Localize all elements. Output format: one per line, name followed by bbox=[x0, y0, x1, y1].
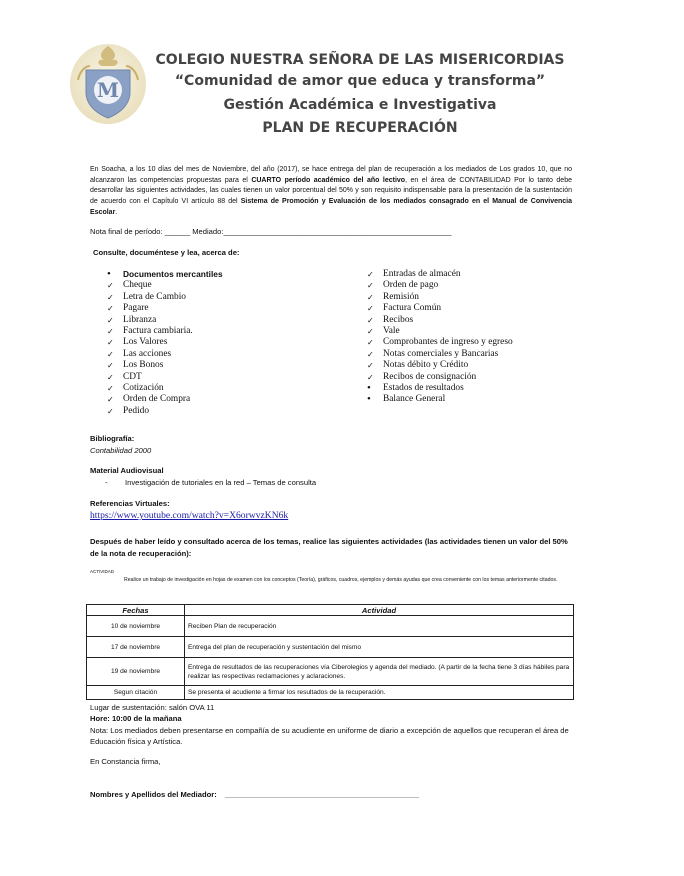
material-dash: - bbox=[105, 478, 108, 487]
bibliografia-value: Contabilidad 2000 bbox=[90, 446, 152, 455]
document-title: PLAN DE RECUPERACIÓN bbox=[262, 120, 458, 136]
mediado-label: Mediado: bbox=[190, 227, 224, 236]
topic-item bbox=[367, 326, 513, 337]
checkmark-icon: ✓ bbox=[107, 292, 114, 302]
nota-final-label: Nota final de período: bbox=[90, 227, 165, 236]
topic-item bbox=[107, 394, 223, 405]
school-crest-logo bbox=[68, 40, 148, 126]
checkmark-icon: ✓ bbox=[107, 395, 114, 405]
topic-label: Los Bonos bbox=[123, 360, 164, 371]
firma-label: Nombres y Apellidos del Mediador: bbox=[90, 790, 217, 799]
table-row bbox=[87, 658, 574, 686]
row-date: 17 de noviembre bbox=[87, 637, 185, 658]
consult-heading: Consulte, documéntese y lea, acerca de: bbox=[93, 248, 240, 257]
table-row bbox=[87, 637, 574, 658]
material-value: Investigación de tutoriales en la red – Temas de consulta bbox=[125, 478, 317, 487]
intro-text-3: . bbox=[115, 208, 118, 216]
topic-label: CDT bbox=[123, 371, 142, 382]
topic-label: Documentos mercantiles bbox=[123, 269, 223, 279]
svg-text:M: M bbox=[96, 78, 120, 102]
bibliografia-label: Bibliografía: bbox=[90, 434, 135, 443]
topic-label: Cotización bbox=[123, 383, 164, 394]
table-row bbox=[87, 616, 574, 637]
checkmark-icon: ✓ bbox=[107, 349, 114, 359]
topic-item bbox=[107, 349, 223, 360]
checkmark-icon: ✓ bbox=[367, 315, 374, 325]
topic-label: Letra de Cambio bbox=[123, 291, 186, 302]
youtube-link[interactable]: https://www.youtube.com/watch?v=X6orwvzKN6k bbox=[90, 510, 289, 521]
topic-item bbox=[367, 280, 513, 291]
topic-label: Cheque bbox=[123, 280, 152, 291]
topic-item bbox=[107, 315, 223, 326]
table-row bbox=[87, 686, 574, 700]
topic-label: Balance General bbox=[383, 394, 446, 405]
school-motto: “Comunidad de amor que educa y transforma” bbox=[174, 73, 546, 89]
row-activity: Entrega de resultados de las recuperaciones vía Ciberolegios y agenda del mediado. (A partir de la fecha tiene 3 días hábiles para realizar las respectivas reclamaciones y aclaraciones. bbox=[185, 658, 574, 686]
nota-final-line bbox=[90, 227, 452, 236]
checkmark-icon: ✓ bbox=[107, 338, 114, 348]
row-activity: Entrega del plan de recuperación y sustentación del mismo bbox=[185, 637, 574, 658]
row-date: Segun citación bbox=[87, 686, 185, 700]
material-label: Material Audiovisual bbox=[90, 466, 164, 475]
checkmark-icon: ✓ bbox=[367, 338, 374, 348]
checkmark-icon: ✓ bbox=[107, 315, 114, 325]
topic-item bbox=[367, 337, 513, 348]
lugar-sustentacion: Lugar de sustentación: salón OVA 11 bbox=[90, 703, 215, 712]
checkmark-icon: ✓ bbox=[367, 292, 374, 302]
checkmark-icon: ✓ bbox=[367, 372, 374, 382]
actividad-text: Realice un trabajo de investigación en hojas de examen con los conceptos (Teoría), gráficos, cuadros, ejemplos y demás ayudas que crea conveniente con los temas anteriormente citados. bbox=[124, 577, 558, 583]
checkmark-icon: ✓ bbox=[367, 361, 374, 371]
checkmark-icon: ✓ bbox=[107, 372, 114, 382]
topic-label: Pedido bbox=[123, 405, 150, 416]
referencias-label: Referencias Virtuales: bbox=[90, 499, 170, 508]
topic-label: Recibos bbox=[383, 314, 414, 325]
row-activity: Se presenta el acudiente a firmar los resultados de la recuperación. bbox=[185, 686, 574, 700]
school-name: COLEGIO NUESTRA SEÑORA DE LAS MISERICORDIAS bbox=[155, 52, 565, 68]
checkmark-icon: ✓ bbox=[367, 349, 374, 359]
row-date: 10 de noviembre bbox=[87, 616, 185, 637]
topic-item bbox=[107, 292, 223, 303]
topic-label: Entradas de almacén bbox=[383, 269, 461, 279]
checkmark-icon: ✓ bbox=[107, 327, 114, 337]
topic-label: Orden de pago bbox=[383, 280, 439, 291]
topic-item bbox=[367, 315, 513, 326]
topic-label: Remisión bbox=[383, 291, 419, 302]
topic-item bbox=[367, 269, 513, 280]
firma-blank[interactable]: ______________________________________________ bbox=[224, 790, 420, 799]
intro-bold-1: CUARTO período académico del año lectivo bbox=[251, 176, 406, 184]
hora-sustentacion: Hore: 10:00 de la mañana bbox=[90, 714, 182, 723]
checkmark-icon: ✓ bbox=[367, 281, 374, 291]
topic-item bbox=[107, 326, 223, 337]
bullet-icon: • bbox=[367, 393, 371, 406]
topic-label: Las acciones bbox=[123, 348, 172, 359]
checkmark-icon: ✓ bbox=[107, 304, 114, 314]
activity-table bbox=[86, 604, 574, 700]
topic-item bbox=[367, 372, 513, 383]
topic-item bbox=[367, 292, 513, 303]
checkmark-icon: ✓ bbox=[107, 384, 114, 394]
header-fechas: Fechas bbox=[87, 605, 185, 616]
topic-item bbox=[107, 280, 223, 291]
topic-label: Pagare bbox=[123, 303, 149, 314]
row-activity: Reciben Plan de recuperación bbox=[185, 616, 574, 637]
intro-paragraph bbox=[90, 165, 572, 219]
footer-nota: Nota: Los mediados deben presentarse en compañía de su acudiente en uniforme de diario a excepción de aquellos que recuperan el área de Educación física y Artística. bbox=[90, 726, 569, 746]
topic-label: Estados de resultados bbox=[383, 383, 464, 394]
instruction-text: Después de haber leído y consultado acerca de los temas, realice las siguientes actividades (las actividades tienen un valor del 50% de la nota de recuperación): bbox=[90, 537, 568, 558]
topics-left-list bbox=[107, 269, 223, 417]
topic-label: Recibos de consignación bbox=[383, 371, 477, 382]
checkmark-icon: ✓ bbox=[367, 327, 374, 337]
topic-item bbox=[107, 303, 223, 314]
checkmark-icon: ✓ bbox=[107, 361, 114, 371]
topic-item bbox=[367, 303, 513, 314]
topic-item bbox=[107, 372, 223, 383]
bullet-icon: • bbox=[367, 382, 371, 395]
checkmark-icon: ✓ bbox=[367, 270, 374, 279]
topics-right-list bbox=[367, 269, 513, 406]
topic-label: Notas comerciales y Bancarias bbox=[383, 348, 499, 359]
table-header-row bbox=[87, 605, 574, 616]
checkmark-icon: ✓ bbox=[107, 281, 114, 291]
topic-label: Libranza bbox=[123, 314, 157, 325]
checkmark-icon: ✓ bbox=[367, 304, 374, 314]
bullet-icon: • bbox=[107, 268, 111, 280]
topic-item bbox=[367, 394, 513, 405]
intro-text-1: En Soacha, a los 10 días del mes de Noviembre, del año (2017), se hace entrega del plan de recuperación a los mediados de Los grados 10, que no alcanzaron las competencias propuestas para el bbox=[90, 166, 572, 184]
topic-item bbox=[367, 349, 513, 360]
topic-item bbox=[367, 383, 513, 394]
intro-text-2: , en el área de CONTABILIDAD Por lo tanto debe desarrollar las siguientes actividades, las cuales tienen un valor porcentual del 50% y son requisito indispensable para la presentación de la sustentación de acuerdo con el Capítulo VI artículo 88 del bbox=[90, 176, 572, 206]
topic-item bbox=[107, 406, 223, 417]
topic-item bbox=[367, 360, 513, 371]
area-title: Gestión Académica e Investigativa bbox=[223, 97, 497, 113]
topic-item bbox=[107, 337, 223, 348]
topic-label: Factura cambiaria. bbox=[123, 326, 193, 337]
row-date: 19 de noviembre bbox=[87, 658, 185, 686]
topic-label: Notas débito y Crédito bbox=[383, 360, 469, 371]
firma-line bbox=[90, 790, 419, 799]
topic-item bbox=[107, 360, 223, 371]
topic-label: Los Valores bbox=[123, 337, 168, 348]
nota-final-blank[interactable]: ______ bbox=[164, 227, 191, 236]
topic-item bbox=[107, 269, 223, 280]
actividad-label: ACTIVIDAD bbox=[90, 569, 115, 574]
mediado-blank[interactable]: ______________________________________________________ bbox=[223, 227, 452, 236]
intro-bold-2: Sistema de Promoción y Evaluación de los mediados consagrado en el Manual de Convivencia Escolar bbox=[90, 198, 573, 216]
constancia-text: En Constancia firma, bbox=[90, 757, 161, 766]
topic-label: Vale bbox=[383, 326, 400, 337]
topic-label: Comprobantes de ingreso y egreso bbox=[383, 337, 513, 348]
checkmark-icon: ✓ bbox=[107, 406, 114, 416]
topic-item bbox=[107, 383, 223, 394]
header-actividad: Actividad bbox=[185, 605, 574, 616]
topic-label: Orden de Compra bbox=[123, 394, 191, 405]
topic-label: Factura Común bbox=[383, 303, 442, 314]
